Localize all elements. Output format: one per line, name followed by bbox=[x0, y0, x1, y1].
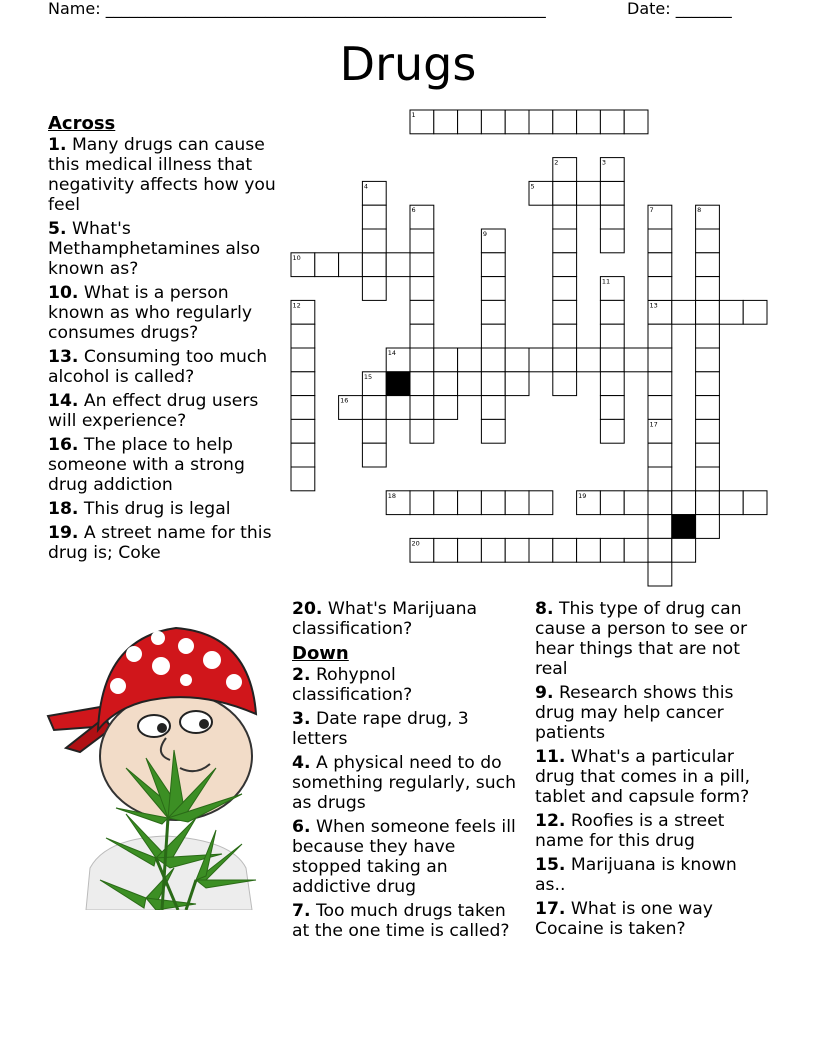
grid-number: 8 bbox=[697, 206, 702, 215]
grid-cell[interactable] bbox=[291, 443, 315, 467]
clue-text: Roofies is a street name for this drug bbox=[535, 811, 725, 851]
clue-across-13 bbox=[48, 347, 280, 387]
grid-cell[interactable] bbox=[696, 229, 720, 253]
grid-cell[interactable] bbox=[696, 300, 720, 324]
clue-number: 12. bbox=[535, 811, 566, 831]
grid-cell[interactable] bbox=[505, 348, 529, 372]
grid-cell[interactable] bbox=[339, 253, 363, 277]
polka-dot bbox=[151, 631, 165, 645]
grid-cell[interactable] bbox=[291, 324, 315, 348]
clue-across-19 bbox=[48, 523, 280, 563]
name-line[interactable]: _______________________________________________________ bbox=[105, 0, 546, 18]
grid-cell[interactable] bbox=[410, 538, 434, 562]
grid-cell[interactable] bbox=[553, 181, 577, 205]
clue-text: Date rape drug, 3 letters bbox=[292, 709, 469, 749]
grid-cell[interactable] bbox=[291, 419, 315, 443]
grid-cell[interactable] bbox=[696, 253, 720, 277]
grid-cell[interactable] bbox=[648, 491, 672, 515]
grid-number: 11 bbox=[601, 277, 611, 286]
grid-cell[interactable] bbox=[410, 300, 434, 324]
grid-cell[interactable] bbox=[648, 562, 672, 586]
across-heading: Across bbox=[48, 113, 116, 134]
grid-number: 6 bbox=[411, 206, 416, 215]
grid-cell[interactable] bbox=[362, 181, 386, 205]
grid-cell[interactable] bbox=[458, 491, 482, 515]
grid-cell[interactable] bbox=[458, 348, 482, 372]
grid-cell[interactable] bbox=[291, 396, 315, 420]
grid-cell[interactable] bbox=[696, 396, 720, 420]
grid-cell[interactable] bbox=[410, 372, 434, 396]
grid-cell[interactable] bbox=[696, 277, 720, 301]
clue-down-6 bbox=[292, 817, 520, 897]
grid-block bbox=[672, 515, 696, 539]
boy-with-leaves-illustration bbox=[46, 618, 286, 910]
grid-cell[interactable] bbox=[696, 443, 720, 467]
clue-number: 6. bbox=[292, 817, 311, 837]
grid-cell[interactable] bbox=[481, 253, 505, 277]
grid-cell[interactable] bbox=[529, 538, 553, 562]
across-clues bbox=[48, 113, 280, 567]
clue-number: 4. bbox=[292, 753, 311, 773]
clue-down-12 bbox=[535, 811, 767, 851]
grid-number: 7 bbox=[649, 206, 654, 215]
grid-cell[interactable] bbox=[648, 467, 672, 491]
grid-cell[interactable] bbox=[410, 229, 434, 253]
grid-cell[interactable] bbox=[553, 229, 577, 253]
grid-cell[interactable] bbox=[600, 372, 624, 396]
grid-cell[interactable] bbox=[577, 348, 601, 372]
grid-cell[interactable] bbox=[410, 396, 434, 420]
clue-across-1 bbox=[48, 135, 280, 215]
clue-text: An effect drug users will experience? bbox=[48, 391, 259, 431]
grid-cell[interactable] bbox=[600, 229, 624, 253]
grid-cell[interactable] bbox=[648, 538, 672, 562]
grid-cell[interactable] bbox=[291, 300, 315, 324]
grid-cell[interactable] bbox=[481, 300, 505, 324]
grid-cell[interactable] bbox=[481, 229, 505, 253]
clue-number: 17. bbox=[535, 899, 566, 919]
grid-cell[interactable] bbox=[600, 348, 624, 372]
clue-number: 11. bbox=[535, 747, 566, 767]
grid-cell[interactable] bbox=[600, 300, 624, 324]
grid-cell[interactable] bbox=[696, 205, 720, 229]
clue-number: 8. bbox=[535, 599, 554, 619]
clue-number: 1. bbox=[48, 135, 67, 155]
grid-cell[interactable] bbox=[553, 372, 577, 396]
grid-cell[interactable] bbox=[696, 419, 720, 443]
grid-cell[interactable] bbox=[481, 491, 505, 515]
grid-cell[interactable] bbox=[362, 277, 386, 301]
grid-cell[interactable] bbox=[600, 205, 624, 229]
grid-number: 5 bbox=[530, 182, 535, 191]
grid-cell[interactable] bbox=[458, 110, 482, 134]
grid-number: 3 bbox=[601, 158, 607, 167]
clue-down-2 bbox=[292, 665, 520, 705]
clue-across-10 bbox=[48, 283, 280, 343]
grid-cell[interactable] bbox=[600, 181, 624, 205]
grid-cell[interactable] bbox=[624, 491, 648, 515]
grid-cell[interactable] bbox=[362, 443, 386, 467]
grid-cell[interactable] bbox=[648, 348, 672, 372]
grid-cell[interactable] bbox=[648, 277, 672, 301]
grid-cell[interactable] bbox=[696, 515, 720, 539]
grid-cell[interactable] bbox=[696, 467, 720, 491]
grid-cell[interactable] bbox=[600, 491, 624, 515]
grid-cell[interactable] bbox=[600, 158, 624, 182]
grid-number: 17 bbox=[649, 420, 658, 429]
grid-cell[interactable] bbox=[410, 253, 434, 277]
grid-cell[interactable] bbox=[291, 467, 315, 491]
grid-cell[interactable] bbox=[600, 538, 624, 562]
grid-cell[interactable] bbox=[410, 491, 434, 515]
grid-cell[interactable] bbox=[481, 277, 505, 301]
clue-text: The place to help someone with a strong drug addiction bbox=[48, 435, 245, 495]
grid-cell[interactable] bbox=[458, 372, 482, 396]
page-title: Drugs bbox=[339, 37, 477, 91]
grid-cell[interactable] bbox=[291, 253, 315, 277]
grid-cell[interactable] bbox=[553, 324, 577, 348]
clue-text: This type of drug can cause a person to see or hear things that are not real bbox=[535, 599, 748, 679]
grid-cell[interactable] bbox=[577, 110, 601, 134]
clue-down-9 bbox=[535, 683, 767, 743]
clue-down-15 bbox=[535, 855, 767, 895]
grid-cell[interactable] bbox=[362, 372, 386, 396]
grid-cell[interactable] bbox=[434, 396, 458, 420]
grid-cell[interactable] bbox=[434, 538, 458, 562]
clue-number: 9. bbox=[535, 683, 554, 703]
grid-cell[interactable] bbox=[624, 538, 648, 562]
grid-number: 10 bbox=[292, 253, 301, 262]
grid-number: 9 bbox=[482, 230, 488, 238]
grid-cell[interactable] bbox=[648, 324, 672, 348]
grid-cell[interactable] bbox=[505, 491, 529, 515]
grid-cell[interactable] bbox=[529, 181, 553, 205]
grid-cell[interactable] bbox=[481, 396, 505, 420]
clue-across-16 bbox=[48, 435, 280, 495]
grid-cell[interactable] bbox=[648, 229, 672, 253]
grid-cell[interactable] bbox=[410, 277, 434, 301]
clue-number: 2. bbox=[292, 665, 311, 685]
polka-dot bbox=[110, 678, 126, 694]
grid-cell[interactable] bbox=[743, 491, 767, 515]
grid-cell[interactable] bbox=[648, 253, 672, 277]
clue-number: 10. bbox=[48, 283, 79, 303]
mid-clues bbox=[292, 599, 520, 945]
grid-cell[interactable] bbox=[529, 110, 553, 134]
date-line[interactable]: _______ bbox=[675, 0, 732, 18]
clue-number: 7. bbox=[292, 901, 311, 921]
polka-dot bbox=[226, 674, 242, 690]
grid-cell[interactable] bbox=[719, 300, 743, 324]
clue-down-7 bbox=[292, 901, 520, 941]
grid-cell[interactable] bbox=[648, 515, 672, 539]
grid-cell[interactable] bbox=[386, 253, 410, 277]
grid-cell[interactable] bbox=[434, 348, 458, 372]
clue-number: 20. bbox=[292, 599, 323, 619]
clue-number: 14. bbox=[48, 391, 79, 411]
clue-number: 18. bbox=[48, 499, 79, 519]
grid-cell[interactable] bbox=[600, 419, 624, 443]
date-label: Date: bbox=[627, 0, 671, 18]
grid-number: 19 bbox=[578, 491, 587, 500]
grid-cell[interactable] bbox=[648, 419, 672, 443]
clue-text: A physical need to do something regularly, such as drugs bbox=[292, 753, 516, 813]
clue-across-14 bbox=[48, 391, 280, 431]
grid-cell[interactable] bbox=[696, 491, 720, 515]
grid-number: 18 bbox=[387, 491, 396, 500]
grid-cell[interactable] bbox=[362, 229, 386, 253]
grid-number: 2 bbox=[554, 158, 559, 167]
grid-number: 13 bbox=[649, 301, 658, 310]
grid-cell[interactable] bbox=[696, 324, 720, 348]
grid-cell[interactable] bbox=[648, 372, 672, 396]
clue-across-5 bbox=[48, 219, 280, 279]
polka-dot bbox=[203, 651, 221, 669]
grid-cell[interactable] bbox=[481, 110, 505, 134]
grid-cell[interactable] bbox=[600, 324, 624, 348]
grid-cell[interactable] bbox=[505, 372, 529, 396]
grid-cell[interactable] bbox=[696, 372, 720, 396]
clue-down-17 bbox=[535, 899, 767, 939]
grid-cell[interactable] bbox=[362, 205, 386, 229]
clue-text: This drug is legal bbox=[83, 499, 231, 519]
grid-number: 20 bbox=[411, 539, 420, 548]
grid-number: 4 bbox=[363, 182, 369, 191]
grid-cell[interactable] bbox=[434, 110, 458, 134]
name-label: Name: bbox=[48, 0, 101, 18]
grid-cell[interactable] bbox=[553, 277, 577, 301]
grid-cell[interactable] bbox=[577, 181, 601, 205]
clue-text: What's Marijuana classification? bbox=[292, 599, 478, 639]
grid-cell[interactable] bbox=[481, 324, 505, 348]
grid-cell[interactable] bbox=[529, 348, 553, 372]
polka-dot bbox=[178, 638, 194, 654]
grid-cell[interactable] bbox=[434, 491, 458, 515]
clue-number: 19. bbox=[48, 523, 79, 543]
grid-cell[interactable] bbox=[529, 491, 553, 515]
grid-number: 16 bbox=[340, 396, 349, 405]
clue-text: Rohypnol classification? bbox=[292, 665, 413, 705]
clue-number: 3. bbox=[292, 709, 311, 729]
grid-block bbox=[386, 372, 410, 396]
clue-text: Marijuana is known as.. bbox=[535, 855, 737, 895]
clue-down-11 bbox=[535, 747, 767, 807]
grid-cell[interactable] bbox=[481, 538, 505, 562]
grid-cell[interactable] bbox=[410, 324, 434, 348]
clue-text: What's Methamphetamines also known as? bbox=[48, 219, 261, 279]
grid-cell[interactable] bbox=[505, 538, 529, 562]
clue-down-8 bbox=[535, 599, 767, 679]
clue-across-20 bbox=[292, 599, 520, 639]
grid-cell[interactable] bbox=[553, 158, 577, 182]
grid-cell[interactable] bbox=[553, 110, 577, 134]
down-heading: Down bbox=[292, 643, 349, 664]
grid-cell[interactable] bbox=[362, 253, 386, 277]
grid-cell[interactable] bbox=[600, 110, 624, 134]
clue-across-18 bbox=[48, 499, 280, 519]
date-field[interactable] bbox=[627, 0, 732, 18]
grid-cell[interactable] bbox=[410, 110, 434, 134]
grid-cell[interactable] bbox=[458, 538, 482, 562]
clue-number: 5. bbox=[48, 219, 67, 239]
grid-cell[interactable] bbox=[648, 443, 672, 467]
clue-down-4 bbox=[292, 753, 520, 813]
grid-number: 1 bbox=[411, 111, 416, 119]
clue-text: Consuming too much alcohol is called? bbox=[48, 347, 268, 387]
clue-text: Too much drugs taken at the one time is called? bbox=[292, 901, 510, 941]
grid-cell[interactable] bbox=[553, 253, 577, 277]
polka-dot bbox=[152, 657, 170, 675]
clue-text: Research shows this drug may help cancer patients bbox=[535, 683, 734, 743]
polka-dot bbox=[180, 674, 192, 686]
right-clues bbox=[535, 599, 767, 943]
grid-cell[interactable] bbox=[648, 396, 672, 420]
grid-cell[interactable] bbox=[481, 372, 505, 396]
grid-cell[interactable] bbox=[386, 491, 410, 515]
clue-text: Many drugs can cause this medical illness that negativity affects how you feel bbox=[48, 135, 276, 215]
grid-cell[interactable] bbox=[410, 348, 434, 372]
grid-cell[interactable] bbox=[648, 300, 672, 324]
grid-cell[interactable] bbox=[577, 491, 601, 515]
grid-cell[interactable] bbox=[291, 372, 315, 396]
clue-text: A street name for this drug is; Coke bbox=[48, 523, 272, 563]
grid-cell[interactable] bbox=[291, 348, 315, 372]
grid-cell[interactable] bbox=[481, 419, 505, 443]
grid-number: 15 bbox=[363, 372, 373, 381]
clue-text: What is a person known as who regularly consumes drugs? bbox=[48, 283, 253, 343]
grid-cell[interactable] bbox=[672, 300, 696, 324]
polka-dot bbox=[126, 646, 142, 662]
grid-cell[interactable] bbox=[386, 348, 410, 372]
grid-cell[interactable] bbox=[600, 277, 624, 301]
grid-cell[interactable] bbox=[434, 372, 458, 396]
grid-cell[interactable] bbox=[553, 205, 577, 229]
clue-text: When someone feels ill because they have stopped taking an addictive drug bbox=[292, 817, 516, 897]
grid-cell[interactable] bbox=[624, 348, 648, 372]
grid-cell[interactable] bbox=[505, 110, 529, 134]
grid-cell[interactable] bbox=[696, 348, 720, 372]
grid-cell[interactable] bbox=[362, 419, 386, 443]
grid-cell[interactable] bbox=[339, 396, 363, 420]
grid-cell[interactable] bbox=[553, 300, 577, 324]
clue-text: What is one way Cocaine is taken? bbox=[535, 899, 713, 939]
grid-number: 14 bbox=[387, 349, 396, 357]
clue-number: 13. bbox=[48, 347, 79, 367]
name-field[interactable] bbox=[48, 0, 546, 18]
clue-down-3 bbox=[292, 709, 520, 749]
grid-cell[interactable] bbox=[481, 348, 505, 372]
grid-cell[interactable] bbox=[600, 396, 624, 420]
grid-cell[interactable] bbox=[553, 538, 577, 562]
grid-cell[interactable] bbox=[410, 205, 434, 229]
grid-cell[interactable] bbox=[577, 538, 601, 562]
grid-cell[interactable] bbox=[553, 348, 577, 372]
grid-cell[interactable] bbox=[386, 396, 410, 420]
clue-number: 16. bbox=[48, 435, 79, 455]
grid-cell[interactable] bbox=[719, 491, 743, 515]
grid-cell[interactable] bbox=[672, 491, 696, 515]
grid-cell[interactable] bbox=[624, 110, 648, 134]
grid-cell[interactable] bbox=[362, 396, 386, 420]
grid-cell[interactable] bbox=[648, 205, 672, 229]
grid-cell[interactable] bbox=[315, 253, 339, 277]
clue-number: 15. bbox=[535, 855, 566, 875]
grid-number: 12 bbox=[292, 301, 301, 310]
grid-cell[interactable] bbox=[743, 300, 767, 324]
grid-cell[interactable] bbox=[410, 419, 434, 443]
clue-text: What's a particular drug that comes in a pill, tablet and capsule form? bbox=[535, 747, 751, 807]
grid-cell[interactable] bbox=[672, 538, 696, 562]
